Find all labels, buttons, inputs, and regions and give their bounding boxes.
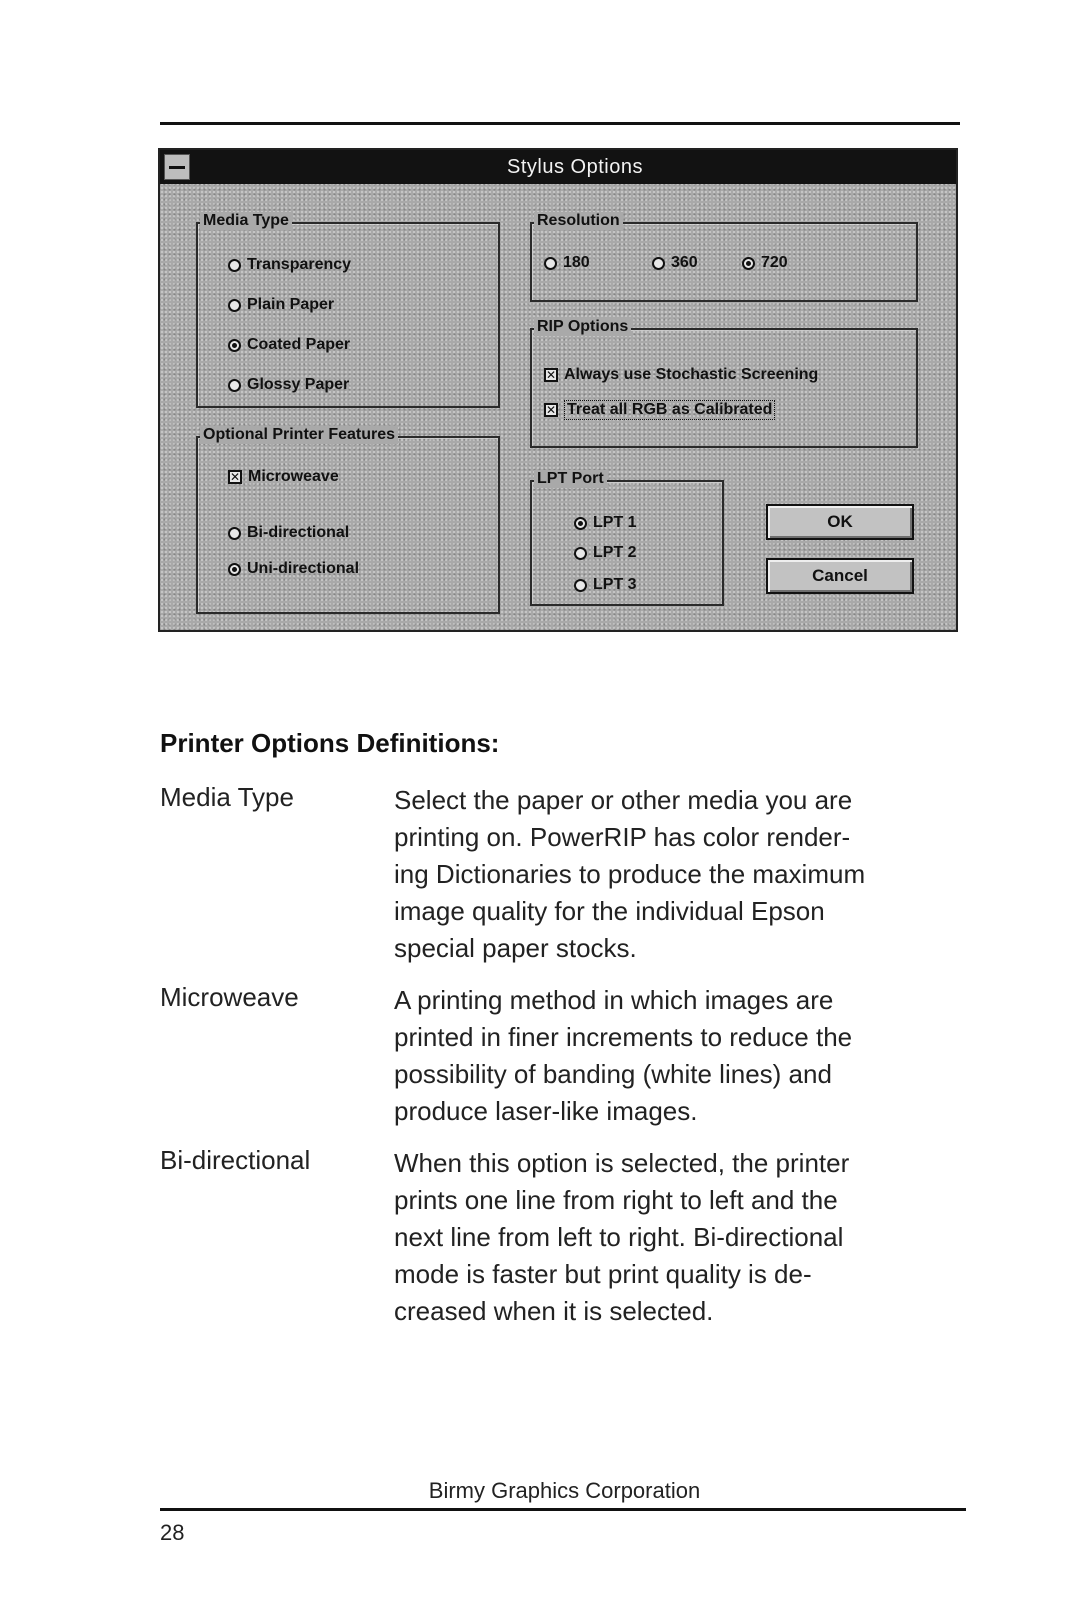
term-media-type: Media Type	[160, 782, 294, 812]
radio-selected-icon	[228, 339, 241, 352]
uni-directional-radio[interactable]: Uni-directional	[228, 560, 359, 578]
term-microweave: Microweave	[160, 982, 299, 1012]
treat-rgb-calibrated-checkbox[interactable]: ✕ Treat all RGB as Calibrated	[544, 400, 775, 420]
media-type-label: Media Type	[200, 212, 292, 230]
media-coated-paper-radio[interactable]: Coated Paper	[228, 336, 350, 354]
radio-icon	[228, 527, 241, 540]
radio-selected-icon	[574, 517, 587, 530]
radio-selected-icon	[228, 563, 241, 576]
checkbox-checked-icon: ✕	[546, 368, 557, 382]
lpt-port-label: LPT Port	[534, 470, 607, 488]
radio-icon	[544, 257, 557, 270]
radio-icon	[228, 379, 241, 392]
resolution-360-radio[interactable]: 360	[652, 254, 698, 272]
resolution-group	[530, 212, 918, 302]
footer-company: Birmy Graphics Corporation	[428, 1478, 701, 1503]
radio-icon	[228, 299, 241, 312]
checkbox-checked-icon: ✕	[230, 470, 241, 484]
term-bi-directional: Bi-directional	[160, 1145, 311, 1175]
dialog-title-bar	[160, 150, 956, 184]
resolution-label: Resolution	[534, 212, 623, 230]
microweave-checkbox[interactable]: ✕ Microweave	[230, 468, 339, 485]
radio-icon	[574, 547, 587, 560]
radio-icon	[652, 257, 665, 270]
page-number: 28	[160, 1520, 185, 1545]
top-rule	[160, 122, 960, 125]
bi-directional-radio[interactable]: Bi-directional	[228, 524, 349, 542]
media-glossy-paper-radio[interactable]: Glossy Paper	[228, 376, 349, 394]
radio-selected-icon	[742, 257, 755, 270]
definitions-heading: Printer Options Definitions:	[160, 728, 500, 758]
dialog-title: Stylus Options	[507, 156, 643, 178]
definition-media-type: Select the paper or other media you are printing on. PowerRIP has color render- ing Dictionaries to produce the maximum image quality for the individual Epson special paper stocks.	[394, 785, 866, 963]
radio-icon	[228, 259, 241, 272]
definition-bi-directional: When this option is selected, the printer prints one line from right to left and the next line from left to right. Bi-directional mode is faster but print quality is de- creased when it is selected.	[394, 1148, 850, 1326]
media-type-group	[196, 212, 500, 408]
stylus-options-dialog	[158, 148, 958, 632]
lpt3-radio[interactable]: LPT 3	[574, 576, 637, 594]
optional-features-group	[196, 426, 500, 614]
rip-options-label: RIP Options	[534, 318, 631, 336]
resolution-720-radio[interactable]: 720	[742, 254, 788, 272]
ok-button[interactable]: OK	[766, 504, 914, 540]
definition-microweave: A printing method in which images are printed in finer increments to reduce the possibility of banding (white lines) and produce laser-like images.	[394, 985, 853, 1126]
cancel-button[interactable]: Cancel	[766, 558, 914, 594]
checkbox-checked-icon: ✕	[546, 403, 557, 417]
radio-icon	[574, 579, 587, 592]
rip-options-group	[530, 318, 918, 448]
media-plain-paper-radio[interactable]: Plain Paper	[228, 296, 334, 314]
bottom-rule	[160, 1508, 966, 1511]
stochastic-screening-checkbox[interactable]: ✕ Always use Stochastic Screening	[546, 366, 819, 383]
media-transparency-radio[interactable]: Transparency	[228, 256, 351, 274]
resolution-180-radio[interactable]: 180	[544, 254, 590, 272]
optional-features-label: Optional Printer Features	[200, 426, 398, 444]
lpt1-radio[interactable]: LPT 1	[574, 514, 637, 532]
lpt2-radio[interactable]: LPT 2	[574, 544, 637, 562]
lpt-port-group	[530, 470, 724, 606]
